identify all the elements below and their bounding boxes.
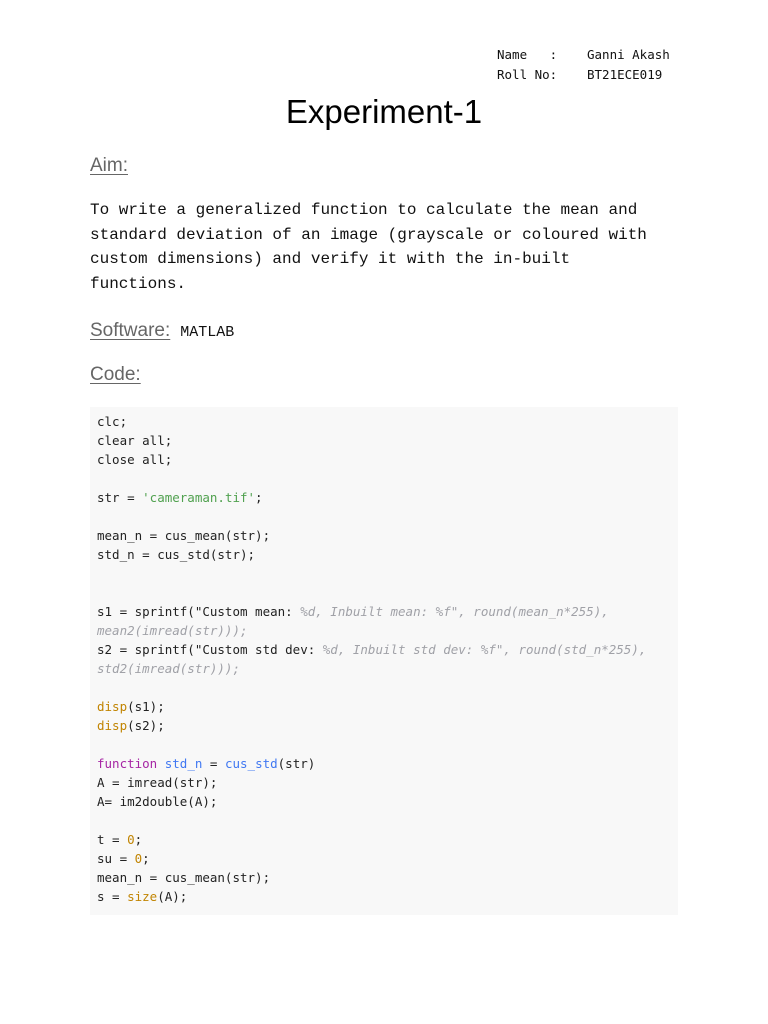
code-token: s = (97, 889, 128, 904)
code-token: A= im2double(A); (97, 794, 218, 809)
aim-heading: Aim: (90, 155, 128, 176)
aim-text: To write a generalized function to calculate the mean and standard deviation of an image (grayscale or coloured with custom dimensions) and verify it with the in-built functions. (90, 201, 647, 293)
code-token: (s2); (127, 718, 165, 733)
code-token: 0 (134, 851, 143, 866)
name-label: Name : (497, 47, 558, 62)
code-token: t = (97, 832, 128, 847)
code-token: (A); (157, 889, 188, 904)
code-token: clc; (97, 414, 128, 429)
software-heading: Software: (90, 320, 171, 341)
code-line (97, 887, 671, 906)
code-token: size (127, 889, 158, 904)
roll-number-label: Roll No: (497, 66, 558, 82)
code-token: str = (97, 490, 143, 505)
code-line (97, 868, 671, 887)
code-token: std_n (164, 756, 203, 771)
code-line (97, 545, 671, 564)
code-line (97, 716, 671, 735)
code-token: std_n = cus_std(str); (97, 547, 256, 562)
code-line (97, 792, 671, 811)
code-line (97, 773, 671, 792)
code-line (97, 659, 671, 678)
code-token: %d, Inbuilt std dev: %f", round(std_n*255), (322, 642, 647, 657)
code-line (97, 735, 671, 754)
code-line (97, 488, 671, 507)
code-line (97, 849, 671, 868)
code-token: %d, Inbuilt mean: %f", round(mean_n*255), (300, 604, 609, 619)
code-token: ; (142, 851, 150, 866)
code-line (97, 830, 671, 849)
software-row (90, 320, 234, 342)
code-token: 'cameraman.tif' (142, 490, 256, 505)
code-line (97, 583, 671, 602)
student-name: Ganni Akash (587, 47, 670, 62)
code-token: ; (255, 490, 263, 505)
code-token: 0 (127, 832, 135, 847)
code-token: disp (97, 699, 128, 714)
code-line (97, 526, 671, 545)
code-line (97, 621, 671, 640)
document-title: Experiment-1 (285, 93, 483, 130)
code-token: su = (97, 851, 135, 866)
code-line (97, 640, 671, 659)
code-line (97, 754, 671, 773)
code-token: (str) (277, 756, 316, 771)
code-line (97, 450, 671, 469)
student-name-row (497, 45, 670, 65)
student-info (497, 45, 670, 84)
software-value: MATLAB (180, 324, 235, 341)
code-token: mean_n = cus_mean(str); (97, 870, 271, 885)
code-line (97, 602, 671, 621)
code-heading: Code: (90, 364, 141, 385)
code-line (97, 811, 671, 830)
roll-number: BT21ECE019 (587, 66, 663, 82)
code-token: s1 = sprintf("Custom mean: (97, 604, 301, 619)
code-block (90, 407, 678, 915)
code-line (97, 564, 671, 583)
code-line (97, 678, 671, 697)
code-token: cus_std (224, 756, 278, 771)
code-token: clear all; (97, 433, 173, 448)
code-token: = (202, 756, 225, 771)
code-token (157, 756, 165, 771)
code-token: ; (134, 832, 143, 847)
code-line (97, 412, 671, 431)
code-token: function (97, 756, 158, 771)
code-token: disp (97, 718, 128, 733)
code-line (97, 507, 671, 526)
code-token: std2(imread(str))); (97, 661, 240, 676)
code-token: mean2(imread(str))); (97, 623, 248, 638)
code-token: s2 = sprintf("Custom std dev: (97, 642, 323, 657)
code-token: mean_n = cus_mean(str); (97, 528, 271, 543)
code-token: A = imread(str); (97, 775, 218, 790)
code-token: close all; (97, 452, 173, 467)
code-line (97, 431, 671, 450)
roll-number-row (497, 65, 670, 85)
code-line (97, 469, 671, 488)
code-line (97, 697, 671, 716)
code-token: (s1); (127, 699, 165, 714)
